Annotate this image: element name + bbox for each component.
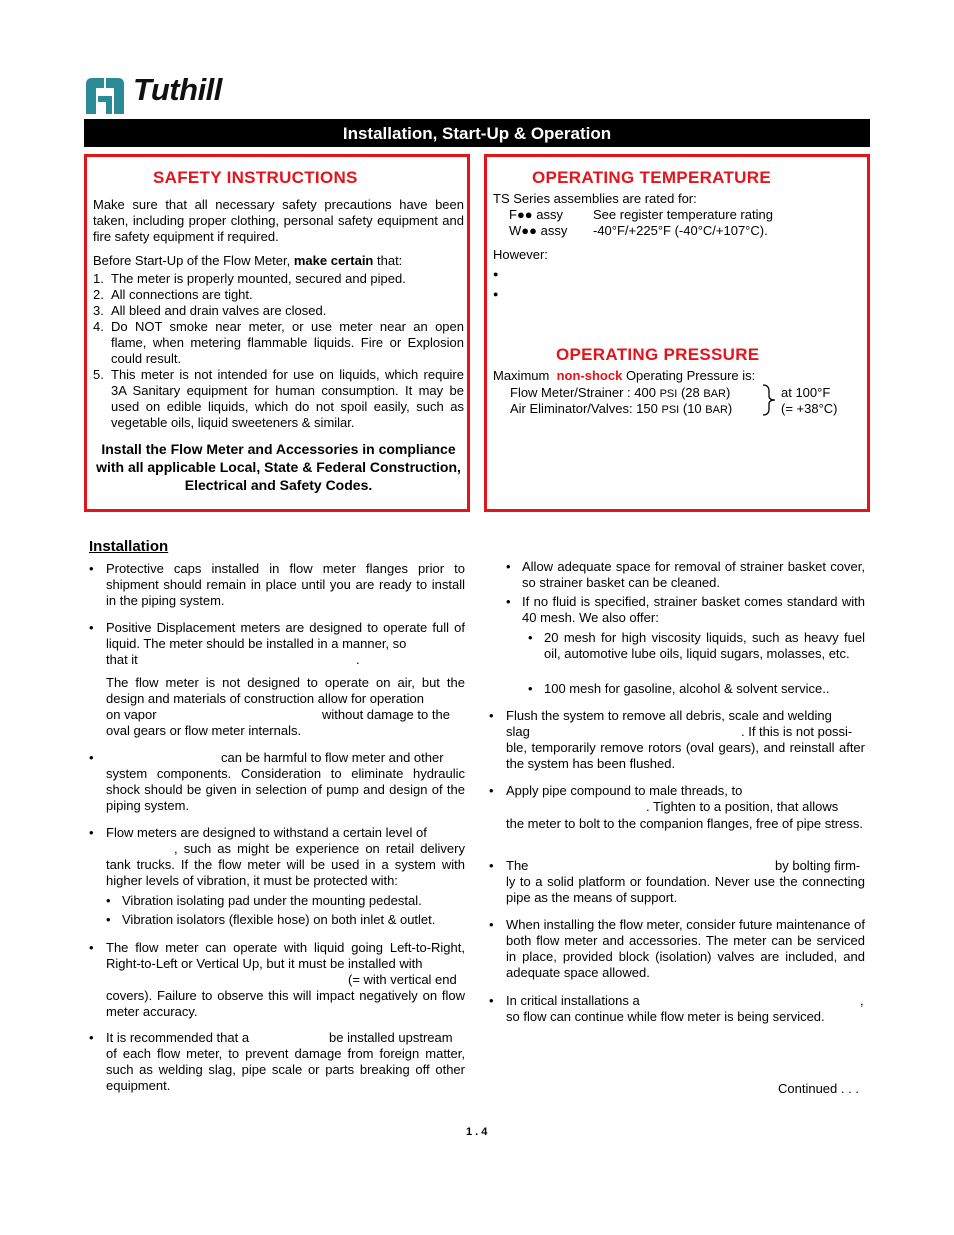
list-item-number: 5. [93,367,104,382]
installation-orientation-a: The flow meter can operate with liquid going Left-to-Right, Right-to-Left or Vertical Up, but it must be installed with [106,940,465,971]
bullet-icon: • [489,993,494,1008]
bullet-icon: • [89,750,94,765]
bullet-icon: • [89,940,94,955]
installation-bypass-c: so flow can continue while flow meter is being serviced. [506,1009,825,1024]
bullet-icon: • [489,858,494,873]
installation-flush-d: ble, temporarily remove rotors (oval gears), and reinstall after the system has been flushed. [506,740,865,771]
pressure-title: OPERATING PRESSURE [556,345,760,364]
installation-vibration-b: , such as might be experience on retail delivery tank trucks. If the flow meter will be used in a system with higher levels of vibration, it must be protected with: [106,841,465,888]
installation-heading: Installation [89,538,169,555]
bullet-icon: • [89,561,94,576]
bullet-icon: • [506,594,511,609]
installation-vapor-c: without damage to the [322,707,450,722]
installation-orientation-b: (= with vertical end [348,972,457,987]
installation-shock-a: can be harmful to flow meter and other [221,750,444,765]
pressure-temp-f: at 100°F [781,385,831,400]
installation-strainer-b: be installed upstream [329,1030,453,1045]
temperature-title: OPERATING TEMPERATURE [532,168,771,187]
brand-name: Tuthill [133,72,222,107]
temperature-intro: TS Series assemblies are rated for: [493,191,697,206]
list-item: Vibration isolators (flexible hose) on both inlet & outlet. [122,912,436,927]
installation-bypass-b: , [860,993,864,1008]
list-item: Vibration isolating pad under the mounting pedestal. [122,893,422,908]
bullet-icon: • [489,917,494,932]
installation-flush-a: Flush the system to remove all debris, scale and welding [506,708,832,723]
bullet-icon: • [106,912,111,927]
list-item: This meter is not intended for use on liquids, which require 3A Sanitary equipment for human consumption. It may be used on edible liquids, which do not spoil easily, such as vegetable oils, liquid sweeteners & similar. [111,367,464,430]
list-item: All bleed and drain valves are closed. [111,303,327,318]
bullet-icon: ● [493,289,499,299]
pressure-intro: Maximum non-shock Operating Pressure is: [493,368,756,383]
installation-pipe-compound-c: the meter to bolt to the companion flanges, free of pipe stress. [506,816,863,831]
safety-intro: Make sure that all necessary safety precautions have been taken, including proper clothing, personal safety equipment and fire safety equipment if required. [93,197,464,244]
temperature-value: See register temperature rating [593,207,773,222]
bullet-icon: • [89,1030,94,1045]
pressure-row: Flow Meter/Strainer : 400 PSI (28 BAR) [510,385,731,400]
installation-flush-b: slag [506,724,530,739]
installation-pipe-compound-a: Apply pipe compound to male threads, to [506,783,743,798]
bullet-icon: • [106,893,111,908]
installation-shock-b: system components. Consideration to eliminate hydraulic shock should be given in selection of pump and design of the piping system. [106,766,465,813]
safety-title: SAFETY INSTRUCTIONS [153,168,358,187]
bullet-icon: • [489,708,494,723]
installation-mounting-a: The [506,858,529,873]
list-item-number: 1. [93,271,104,286]
safety-before-start: Before Start-Up of the Flow Meter, make certain that: [93,253,403,268]
bullet-icon: • [528,681,533,696]
list-item: Do NOT smoke near meter, or use meter near an open flame, when metering flammable liquids. Fire or Explosion could result. [111,319,464,366]
pressure-temp-c: (= +38°C) [781,401,838,416]
list-item: The meter is properly mounted, secured and piped. [111,271,406,286]
however-label: However: [493,247,548,262]
installation-vapor-b: on vapor [106,707,157,722]
safety-compliance-note: Install the Flow Meter and Accessories in compliance with all applicable Local, State & Federal Construction, Electrical and Safety Codes. [96,441,461,493]
tuthill-logo [84,74,244,116]
bullet-icon: • [528,630,533,645]
installation-mounting-c: ly to a solid platform or foundation. Never use the connecting pipe as the means of support. [506,874,865,905]
bullet-icon: • [89,620,94,635]
bullet-icon: • [506,559,511,574]
installation-protective-caps: Protective caps installed in flow meter flanges prior to shipment should remain in place until you are ready to install in the piping system. [106,561,465,608]
list-item-number: 4. [93,319,104,334]
pressure-row: Air Eliminator/Valves: 150 PSI (10 BAR) [510,401,733,416]
temperature-model: W●● assy [509,223,568,238]
continued-note: Continued . . . [778,1081,859,1096]
installation-pipe-compound-b: . Tighten to a position, that allows [646,799,839,814]
bullet-icon: • [489,783,494,798]
section-banner: Installation, Start-Up & Operation [84,119,870,147]
installation-bypass-a: In critical installations a [506,993,640,1008]
installation-maintenance: When installing the flow meter, consider future maintenance of both flow meter and accessories. The meter can be serviced in place, provided block (isolation) valves are included, and adequate space allowed. [506,917,865,980]
tuthill-logo-icon [84,74,128,116]
list-item: 100 mesh for gasoline, alcohol & solvent service.. [544,681,830,696]
safety-instructions-box [84,154,470,512]
installation-pd-meters-tail: that it [106,652,138,667]
list-item-number: 3. [93,303,104,318]
installation-pd-meters-end: . [356,652,360,667]
installation-vapor-d: oval gears or flow meter internals. [106,723,302,738]
temperature-model: F●● assy [509,207,563,222]
installation-mounting-b: by bolting firm- [775,858,861,873]
installation-strainer-a: It is recommended that a [106,1030,250,1045]
installation-flush-c: . If this is not possi- [741,724,853,739]
installation-basket-mesh: If no fluid is specified, strainer basket comes standard with 40 mesh. We also offer: [522,594,865,625]
page-number: 1 . 4 [466,1126,488,1138]
bullet-icon: • [89,825,94,840]
installation-strainer-c: of each flow meter, to prevent damage from foreign matter, such as welding slag, pipe scale or parts breaking off other equipment. [106,1046,465,1093]
brace-icon [761,383,777,417]
installation-pd-meters: Positive Displacement meters are designed to operate full of liquid. The meter should be installed in a manner, so [106,620,465,651]
installation-vapor: The flow meter is not designed to operate on air, but the design and materials of construction allow for operation [106,675,465,706]
installation-basket-space: Allow adequate space for removal of strainer basket cover, so strainer basket can be cleaned. [522,559,865,590]
installation-orientation-c: covers). Failure to observe this will impact negatively on flow meter accuracy. [106,988,465,1019]
temperature-value: -40°F/+225°F (-40°C/+107°C). [593,223,768,238]
list-item: 20 mesh for high viscosity liquids, such as heavy fuel oil, automotive lube oils, liquid sugars, molasses, etc. [544,630,865,661]
list-item-number: 2. [93,287,104,302]
list-item: All connections are tight. [111,287,253,302]
installation-vibration-a: Flow meters are designed to withstand a certain level of [106,825,427,840]
bullet-icon: ● [493,269,499,279]
operating-conditions-box [484,154,870,512]
